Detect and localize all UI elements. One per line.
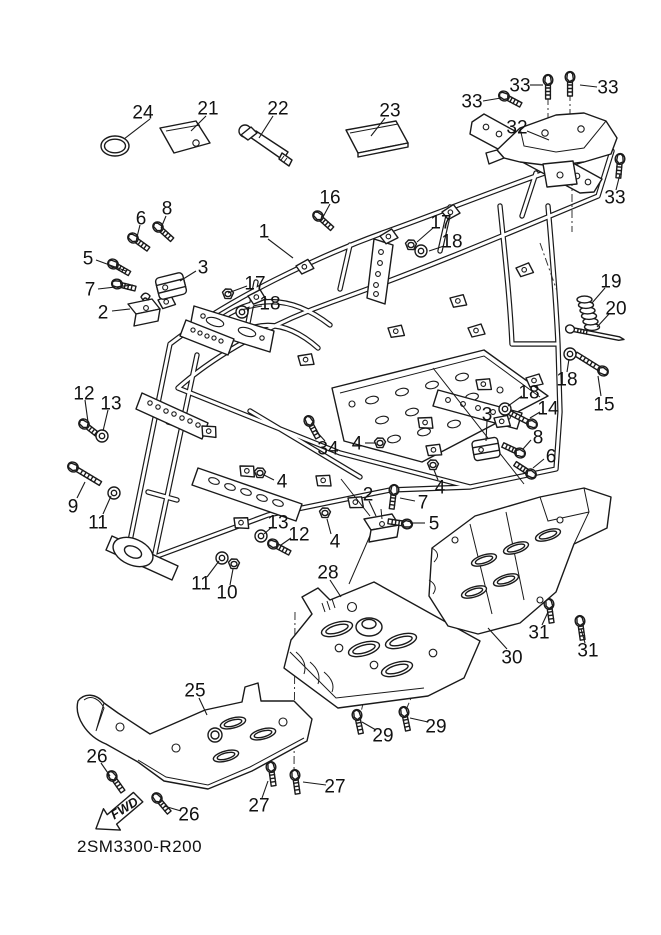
leader-line [598,376,601,396]
callout-12: 12 [288,524,310,546]
callout-8: 8 [161,198,173,220]
callout-16: 16 [319,187,341,209]
callout-23: 23 [379,100,401,122]
callout-18: 18 [259,293,281,315]
callout-9: 9 [67,496,79,518]
callout-18: 18 [518,382,540,404]
leader-line [112,309,130,311]
callout-4: 4 [276,471,288,493]
callout-5: 5 [428,513,440,535]
callout-31: 31 [577,640,599,662]
callout-13: 13 [267,512,289,534]
callout-30: 30 [501,647,523,669]
part-number: 2SM3300-R200 [77,837,203,856]
center-vertical-channel [367,239,393,304]
callout-numbers [68,76,627,826]
callout-8: 8 [532,427,544,449]
callout-13: 13 [100,393,122,415]
callout-10: 10 [216,582,238,604]
callout-1: 1 [258,221,270,243]
callout-26: 26 [86,746,108,768]
callout-27: 27 [248,795,270,817]
callout-21: 21 [197,98,219,120]
perforated-bar-left [136,393,208,439]
leader-line [303,782,326,785]
spring-19-part [577,296,600,330]
callout-6: 6 [545,446,557,468]
callout-7: 7 [417,492,429,514]
callout-25: 25 [184,680,206,702]
frame-foot [106,532,178,580]
callout-4: 4 [329,531,341,553]
damper-3-front-part [155,272,187,300]
grease-pack-21-part [160,121,210,153]
callout-26: 26 [178,804,200,826]
callout-33: 33 [461,91,483,113]
leader-line [580,85,597,87]
callout-31: 31 [528,622,550,644]
skid-plate-30 [429,488,611,634]
leader-line [483,98,501,101]
bracket-2-front-part [128,293,160,326]
callout-33: 33 [604,187,626,209]
callout-33: 33 [597,77,619,99]
callout-6: 6 [135,208,147,230]
leader-line [103,496,111,514]
callout-4: 4 [434,477,446,499]
fwd-arrow [89,789,149,841]
leader-line [523,440,531,449]
callout-2: 2 [97,302,109,324]
callout-29: 29 [372,725,394,747]
leader-line [400,498,415,501]
callout-4: 4 [351,433,363,455]
callout-32: 32 [506,117,528,139]
leader-line [533,459,544,468]
callout-22: 22 [267,98,289,120]
callout-29: 29 [425,716,447,738]
callout-18: 18 [441,231,463,253]
callout-5: 5 [82,248,94,270]
leader-line [268,239,293,258]
callout-24: 24 [132,102,154,124]
callout-17: 17 [244,273,266,295]
callout-11: 11 [88,512,108,534]
callout-3: 3 [481,404,493,426]
callout-3: 3 [197,257,209,279]
leader-line [264,475,274,480]
callout-14: 14 [537,398,559,420]
callout-11: 11 [191,573,211,595]
callout-2: 2 [362,484,374,506]
callout-33: 33 [509,75,531,97]
callout-7: 7 [84,279,96,301]
bracket-2-rear-part [364,509,399,542]
callout-15: 15 [593,394,615,416]
manual-23-part [346,121,408,157]
callout-27: 27 [324,776,346,798]
callout-18: 18 [556,369,578,391]
leader-line [488,628,507,649]
callout-34: 34 [317,438,339,460]
callout-28: 28 [317,562,339,584]
callout-12: 12 [73,383,95,405]
tool-22-part [239,125,292,166]
callout-17: 17 [430,212,452,234]
fwd-arrow-label: FWD [107,793,141,823]
callout-20: 20 [605,298,627,320]
callout-19: 19 [600,271,622,293]
